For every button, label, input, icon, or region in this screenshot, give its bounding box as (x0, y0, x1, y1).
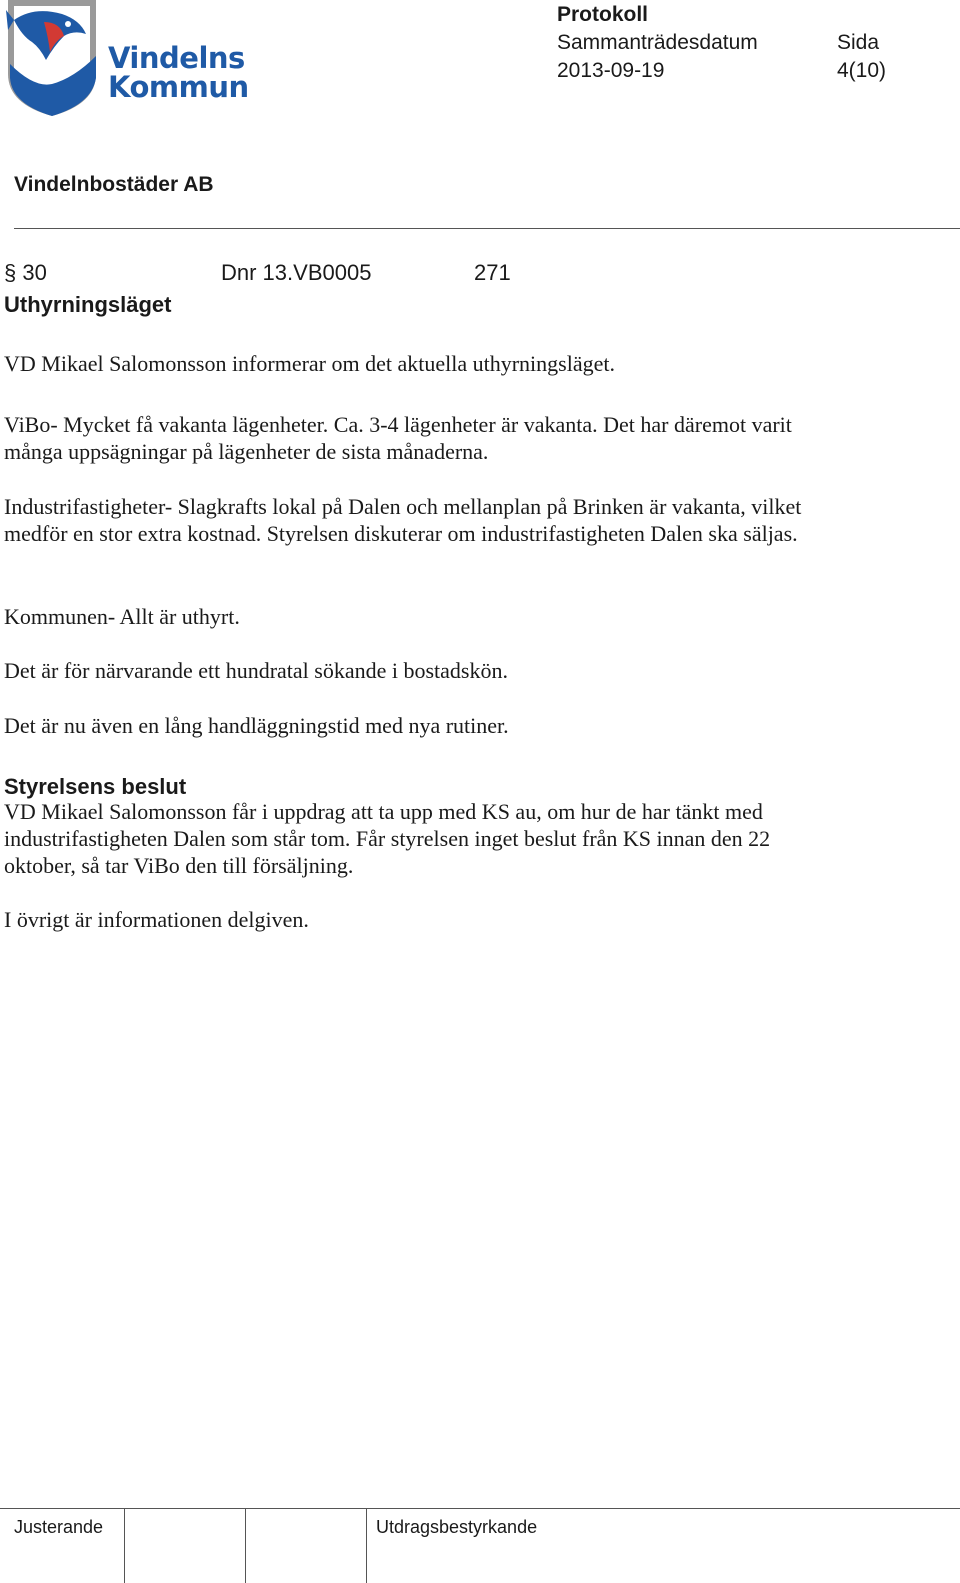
footer-utdrag-label: Utdragsbestyrkande (376, 1517, 538, 1537)
footer-cell-divider (124, 1509, 125, 1583)
meeting-date: 2013-09-19 (557, 59, 665, 82)
footer-justerande-label: Justerande (14, 1517, 104, 1537)
closing-text: I övrigt är informationen delgiven. (4, 907, 309, 932)
organization-name: Vindelnbostäder AB (14, 173, 214, 196)
paragraph-kommunen: Kommunen- Allt är uthyrt. (4, 604, 240, 629)
salmon-emblem-icon (4, 0, 104, 116)
section-title: Uthyrningsläget (4, 292, 172, 317)
section-number: 271 (474, 260, 511, 285)
paragraph-vibo: ViBo- Mycket få vakanta lägenheter. Ca. 3-4 lägenheter är vakanta. Det har däremot varit många uppsägningar på lägenheter de sista månaderna. (4, 412, 792, 464)
page-label: Sida (837, 31, 880, 54)
logo-line-2: Kommun (108, 70, 249, 104)
page-number: 4(10) (837, 59, 887, 82)
section-dnr: Dnr 13.VB0005 (221, 260, 372, 285)
footer-cell-divider (366, 1509, 367, 1583)
decision-heading: Styrelsens beslut (4, 774, 187, 799)
paragraph-intro: VD Mikael Salomonsson informerar om det aktuella uthyrningsläget. (4, 351, 615, 376)
logo-line-1: Vindelns (108, 41, 245, 75)
paragraph-handlaggning: Det är nu även en lång handläggningstid med nya rutiner. (4, 713, 509, 738)
section-paragraph: § 30 (4, 260, 47, 285)
municipality-logo (4, 0, 249, 116)
paragraph-sokande: Det är för närvarande ett hundratal sökande i bostadskön. (4, 658, 508, 683)
decision-text: VD Mikael Salomonsson får i uppdrag att ta upp med KS au, om hur de har tänkt med industrifastigheten Dalen som står tom. Får styrelsen inget beslut från KS innan den 22 oktober, så tar ViBo den till försäljning. (4, 799, 771, 878)
paragraph-industri: Industrifastigheter- Slagkrafts lokal på Dalen och mellanplan på Brinken är vakanta, vilket medför en stor extra kostnad. Styrelsen diskuterar om industrifastigheten Dalen ska säljas. (4, 494, 802, 546)
header-divider (14, 228, 960, 229)
footer-cell-divider (245, 1509, 246, 1583)
document-type: Protokoll (557, 3, 649, 26)
meeting-date-label: Sammanträdesdatum (557, 31, 758, 54)
